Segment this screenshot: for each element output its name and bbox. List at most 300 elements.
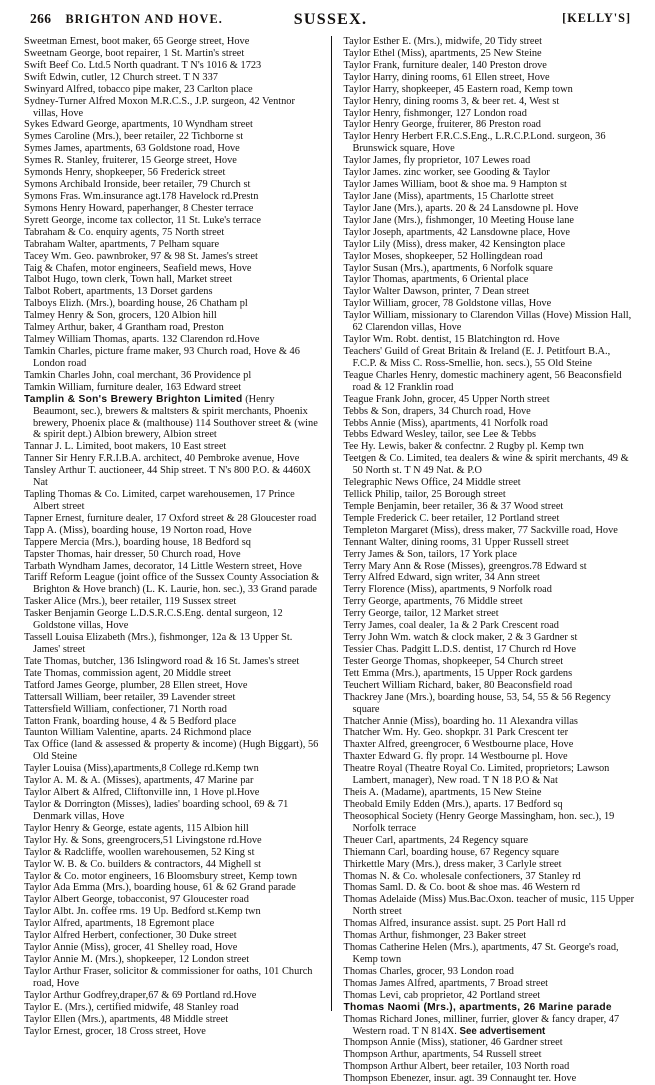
directory-entry <box>344 918 638 930</box>
directory-entry <box>24 739 321 763</box>
entry-text: Theosophical Society (Henry George Massingham, hon. sec.), 19 Norfolk terrace <box>343 810 615 834</box>
entry-text: Terry John Wm. watch & clock maker, 2 & 3 Gardner st <box>343 632 578 644</box>
directory-entry <box>344 763 638 787</box>
directory-entry <box>344 191 638 203</box>
directory-entry <box>344 418 638 430</box>
directory-entry <box>24 656 321 668</box>
entry-text: Tamkin Charles John, coal merchant, 36 Providence pl <box>24 369 252 381</box>
directory-entry <box>24 394 321 442</box>
directory-entry <box>24 203 321 215</box>
directory-entry <box>344 72 638 84</box>
directory-entry <box>24 155 321 167</box>
entry-text: Taylor James. zinc worker, see Gooding & Taylor <box>343 167 550 179</box>
entry-text: Thaxter Edward G. fly propr. 14 Westbourne pl. Hove <box>343 751 568 763</box>
directory-entry <box>344 251 638 263</box>
directory-entry <box>344 501 638 513</box>
directory-entry <box>344 680 638 692</box>
entry-text: Taylor Henry Herbert F.R.C.S.Eng., L.R.C.P.Lond. surgeon, 36 Brunswick square, Hove <box>343 131 606 155</box>
directory-entry <box>344 370 638 394</box>
entry-text: Temple Frederick C. beer retailer, 12 Portland street <box>343 512 560 524</box>
entry-text: Thomas Charles, grocer, 93 London road <box>343 965 514 977</box>
directory-entry <box>24 954 321 966</box>
entry-text: Taylor Ernest, grocer, 18 Cross street, Hove <box>24 1025 206 1037</box>
running-head-left-title: BRIGHTON AND HOVE. <box>65 12 223 26</box>
entry-text: Taylor & Dorrington (Misses), ladies' boarding school, 69 & 71 Denmark villas, Hove <box>24 799 289 822</box>
directory-entry <box>24 119 321 131</box>
directory-entry <box>24 274 321 286</box>
directory-entry <box>344 48 638 60</box>
directory-entry <box>24 549 321 561</box>
directory-entry <box>24 894 321 906</box>
directory-entry <box>24 847 321 859</box>
entry-text: Taylor & Radcliffe, woollen warehousemen, 52 King st <box>24 846 255 858</box>
entry-text: Taylor Annie (Miss), grocer, 41 Shelley road, Hove <box>24 942 238 954</box>
directory-entry <box>344 286 638 298</box>
directory-entry <box>344 263 638 275</box>
directory-entry <box>344 835 638 847</box>
entry-text: Teuchert William Richard, baker, 80 Beaconsfield road <box>343 679 573 691</box>
directory-entry <box>344 644 638 656</box>
entry-text: Taylor Alfred, apartments, 18 Egremont place <box>24 918 215 930</box>
directory-entry <box>344 1014 638 1038</box>
directory-entry <box>344 119 638 131</box>
directory-entry <box>344 620 638 632</box>
entry-bold-name: Tamplin & Son's Brewery Brighton Limited <box>24 393 243 405</box>
directory-entry <box>24 96 321 120</box>
entry-text: Tebbs Edward Wesley, tailor, see Lee & Tebbs <box>343 429 537 441</box>
directory-entry <box>344 1002 638 1014</box>
entry-text: Tasker Alice (Mrs.), beer retailer, 119 Sussex street <box>24 596 237 608</box>
directory-entry <box>344 36 638 48</box>
directory-entry <box>24 727 321 739</box>
entry-text: Thatcher Wm. Hy. Geo. shopkpr. 31 Park Crescent ter <box>343 727 569 739</box>
entry-text: Syrett George, income tax collector, 11 St. Luke's terrace <box>24 214 261 226</box>
directory-entry <box>24 1026 321 1038</box>
directory-entry <box>344 155 638 167</box>
directory-entry <box>24 871 321 883</box>
directory-entry <box>24 835 321 847</box>
directory-entry <box>344 966 638 978</box>
entry-text: Taylor Harry, shopkeeper, 45 Eastern road, Kemp town <box>343 83 573 95</box>
directory-entry <box>24 716 321 728</box>
entry-text: Thatcher Annie (Miss), boarding ho. 11 Alexandra villas <box>343 715 578 727</box>
entry-text: Thompson Annie (Miss), stationer, 46 Gardner street <box>343 1037 563 1049</box>
directory-entry <box>24 143 321 155</box>
directory-entry <box>24 596 321 608</box>
entry-text: Thomas Levi, cab proprietor, 42 Portland street <box>343 989 541 1001</box>
entry-text: Thomas Catherine Helen (Mrs.), apartments, 47 St. George's road, Kemp town <box>343 942 619 965</box>
directory-entry <box>344 692 638 716</box>
entry-text: Theis A. (Madame), apartments, 15 New Steine <box>343 787 542 799</box>
entry-text: Thomas Adelaide (Miss) Mus.Bac.Oxon. teacher of music, 115 Upper North street <box>343 894 635 918</box>
entry-text: Tattersall William, beer retailer, 39 Lavender street <box>24 691 236 703</box>
directory-entry <box>24 251 321 263</box>
directory-columns <box>24 36 637 1085</box>
directory-entry <box>344 871 638 883</box>
entry-text: Tayler Louisa (Miss),apartments,8 College rd.Kemp twn <box>24 763 259 775</box>
directory-entry <box>24 489 321 513</box>
entry-text: Theuer Carl, apartments, 24 Regency square <box>343 834 529 846</box>
entry-text: Sydney-Turner Alfred Moxon M.R.C.S., J.P. surgeon, 42 Ventnor villas, Hove <box>24 95 295 119</box>
directory-entry <box>344 584 638 596</box>
entry-text: Symes Caroline (Mrs.), beer retailer, 22 Tichborne st <box>24 131 244 143</box>
directory-entry <box>24 930 321 942</box>
entry-text: Thackrey Jane (Mrs.), boarding house, 53, 54, 55 & 56 Regency square <box>343 691 611 715</box>
entry-text: Tax Office (land & assessed & property & income) (Hugh Biggart), 56 Old Steine <box>24 739 319 763</box>
entry-text: Terry Alfred Edward, sign writer, 34 Ann street <box>343 572 540 584</box>
running-head-county: SUSSEX. <box>293 11 368 28</box>
directory-entry <box>344 334 638 346</box>
directory-entry <box>344 632 638 644</box>
entry-text: Talbot Hugo, town clerk, Town hall, Market street <box>24 274 233 286</box>
directory-entry <box>24 906 321 918</box>
directory-entry <box>344 298 638 310</box>
entry-text: Symons Henry Howard, paperhanger, 8 Chester terrace <box>24 202 254 214</box>
directory-entry <box>344 608 638 620</box>
directory-entry <box>344 179 638 191</box>
directory-entry <box>24 775 321 787</box>
bracket-close-glyph: ] <box>625 11 631 25</box>
directory-entry <box>24 990 321 1002</box>
entry-text: Tebbs & Son, drapers, 34 Church road, Hove <box>343 405 531 417</box>
directory-entry <box>24 823 321 835</box>
entry-text: Taylor Albt. Jn. coffee rms. 19 Up. Bedford st.Kemp twn <box>24 906 261 918</box>
entry-text: Taylor Jane (Mrs.), fishmonger, 10 Meeting House lane <box>343 214 575 226</box>
entry-text: Tate Thomas, commission agent, 20 Middle street <box>24 667 232 679</box>
entry-text: Tansley Arthur T. auctioneer, 44 Ship street. T N's 800 P.O. & 4460X Nat <box>24 465 312 489</box>
directory-entry <box>344 1073 638 1085</box>
entry-text: Taylor Jane (Miss), apartments, 15 Charlotte street <box>343 190 554 202</box>
directory-entry <box>24 298 321 310</box>
directory-entry <box>344 978 638 990</box>
directory-entry <box>344 990 638 1002</box>
directory-entry <box>344 513 638 525</box>
directory-entry <box>24 239 321 251</box>
directory-entry <box>24 346 321 370</box>
directory-entry <box>344 716 638 728</box>
entry-text: Tapster Thomas, hair dresser, 50 Church road, Hove <box>24 548 241 560</box>
directory-entry <box>344 525 638 537</box>
entry-text: Sweetnam George, boot repairer, 1 St. Martin's street <box>24 47 245 59</box>
entry-text: Taylor Moses, shopkeeper, 52 Hollingdean road <box>343 250 543 262</box>
entry-text: Swift Edwin, cutler, 12 Church street. T N 337 <box>24 71 218 83</box>
directory-entry <box>24 286 321 298</box>
entry-text: Tate Thomas, butcher, 136 Islingword road & 16 St. James's street <box>24 655 300 667</box>
entry-text: Tessier Chas. Padgitt L.D.S. dentist, 17 Church rd Hove <box>343 644 576 656</box>
directory-entry <box>344 751 638 763</box>
entry-text: Tatton Frank, boarding house, 4 & 5 Bedford place <box>24 715 237 727</box>
directory-entry <box>344 668 638 680</box>
directory-entry <box>24 131 321 143</box>
entry-text: Taylor Joseph, apartments, 42 Lansdowne place, Hove <box>343 226 571 238</box>
directory-entry <box>344 942 638 966</box>
directory-entry <box>24 680 321 692</box>
entry-text: Tester George Thomas, shopkeeper, 54 Church street <box>343 655 564 667</box>
directory-entry <box>344 561 638 573</box>
entry-text: Taylor Henry George, fruiterer, 86 Preston road <box>343 119 541 131</box>
directory-entry <box>24 215 321 227</box>
entry-text: Swift Beef Co. Ltd.5 North quadrant. T N's 1016 & 1723 <box>24 59 262 71</box>
publisher-name: KELLY'S <box>567 11 626 25</box>
entry-text: Thiemann Carl, boarding house, 67 Regency square <box>343 846 559 858</box>
entry-text: Taylor Annie M. (Mrs.), shopkeeper, 12 London street <box>24 953 250 965</box>
entry-text: Taylor Ada Emma (Mrs.), boarding house, 61 & 62 Grand parade <box>24 882 296 894</box>
page-number: 266 <box>30 11 52 26</box>
entry-text: Teague Frank John, grocer, 45 Upper North street <box>343 393 550 405</box>
entry-text: Taylor Alfred Herbert, confectioner, 30 Duke street <box>24 930 237 942</box>
directory-entry <box>344 108 638 120</box>
entry-text: Taunton William Valentine, aparts. 24 Richmond place <box>24 727 252 739</box>
directory-entry <box>24 608 321 632</box>
directory-entry <box>24 632 321 656</box>
directory-entry <box>24 167 321 179</box>
directory-entry <box>24 465 321 489</box>
entry-text: Telegraphic News Office, 24 Middle street <box>343 477 521 489</box>
directory-entry <box>24 537 321 549</box>
directory-entry <box>344 131 638 155</box>
directory-entry <box>344 60 638 72</box>
directory-entry <box>344 739 638 751</box>
entry-text: Taylor Ellen (Mrs.), apartments, 48 Middle street <box>24 1013 229 1025</box>
entry-text: Thompson Ebenezer, insur. agt. 39 Connaught ter. Hove <box>343 1073 577 1085</box>
entry-text: Thomas Alfred, insurance assist. supt. 25 Port Hall rd <box>343 918 566 930</box>
directory-entry <box>24 561 321 573</box>
entry-text: Symons Fras. Wm.insurance agt.178 Havelock rd.Prestn <box>24 190 259 202</box>
right-column <box>331 36 638 1085</box>
directory-entry <box>24 36 321 48</box>
directory-entry <box>344 489 638 501</box>
entry-text: Taylor Henry, fishmonger, 127 London road <box>343 107 527 119</box>
directory-entry <box>344 406 638 418</box>
directory-entry <box>24 513 321 525</box>
directory-entry <box>24 692 321 704</box>
entry-text: Taylor Susan (Mrs.), apartments, 6 Norfolk square <box>343 262 553 274</box>
entry-text: Thomas Saml. D. & Co. boot & shoe mas. 46 Western rd <box>343 882 581 894</box>
directory-entry <box>344 227 638 239</box>
entry-text: Taylor Frank, furniture dealer, 140 Preston drove <box>343 59 547 71</box>
directory-entry <box>24 1014 321 1026</box>
directory-entry <box>344 1049 638 1061</box>
entry-text: Thomas Arthur, fishmonger, 23 Baker street <box>343 930 527 942</box>
entry-text: Taylor & Co. motor engineers, 16 Bloomsbury street, Kemp town <box>24 870 298 882</box>
directory-entry <box>344 310 638 334</box>
entry-text: Taylor Thomas, apartments, 6 Oriental place <box>343 274 529 286</box>
entry-text: Tassell Louisa Elizabeth (Mrs.), fishmonger, 12a & 13 Upper St. James' street <box>24 632 293 656</box>
entry-text: Swinyard Alfred, tobacco pipe maker, 23 Carlton place <box>24 83 253 95</box>
entry-text: Tappere Mercia (Mrs.), boarding house, 18 Bedford sq <box>24 536 251 548</box>
directory-entry <box>344 167 638 179</box>
directory-entry <box>24 572 321 596</box>
entry-text: Talmey Arthur, baker, 4 Grantham road, Preston <box>24 322 224 334</box>
directory-entry <box>344 453 638 477</box>
entry-text: Tarbath Wyndham James, decorator, 14 Little Western street, Hove <box>24 560 302 572</box>
directory-entry <box>344 811 638 835</box>
directory-entry <box>344 203 638 215</box>
directory-entry <box>24 787 321 799</box>
directory-entry <box>344 429 638 441</box>
entry-text: Symes James, apartments, 63 Goldstone road, Hove <box>24 143 240 155</box>
entry-text: Tasker Benjamin George L.D.S.R.C.S.Eng. dental surgeon, 12 Goldstone villas, Hove <box>24 608 283 632</box>
entry-text: Terry Florence (Miss), apartments, 9 Norfolk road <box>343 584 552 596</box>
entry-text: Tee Hy. Lewis, baker & confectnr. 2 Rugby pl. Kemp twn <box>343 441 584 453</box>
directory-entry <box>344 882 638 894</box>
entry-text: Taylor Henry & George, estate agents, 115 Albion hill <box>24 822 249 834</box>
entry-text: Thomas Richard Jones, milliner, furrier, glover & fancy draper, 47 Western road. T N 814X. <box>343 1013 620 1037</box>
directory-entry <box>344 537 638 549</box>
entry-text: Taylor Wm. Robt. dentist, 15 Blatchington rd. Hove <box>343 334 560 346</box>
entry-text: Taylor E. (Mrs.), certified midwife, 48 Stanley road <box>24 1001 239 1013</box>
entry-advertisement-note: See advertisement <box>459 1025 546 1037</box>
directory-entry <box>344 847 638 859</box>
entry-text: Tabraham & Co. enquiry agents, 75 North street <box>24 226 225 238</box>
directory-entry <box>24 263 321 275</box>
entry-text: Taylor W. B. & Co. builders & contractors, 44 Mighell st <box>24 858 262 870</box>
entry-text: Taylor Jane (Mrs.), aparts. 20 & 24 Lansdowne pl. Hove <box>343 202 579 214</box>
entry-text: Sweetman Ernest, boot maker, 65 George street, Hove <box>24 36 250 47</box>
directory-entry <box>24 179 321 191</box>
directory-entry <box>344 572 638 584</box>
entry-text: Taylor Henry, dining rooms 3, & beer ret. 4, West st <box>343 95 560 107</box>
directory-entry <box>24 1002 321 1014</box>
directory-entry <box>344 96 638 108</box>
directory-entry <box>344 274 638 286</box>
directory-entry <box>344 799 638 811</box>
entry-text: Talbot Robert, apartments, 13 Dorset gardens <box>24 286 213 298</box>
entry-text: Taylor Ethel (Miss), apartments, 25 New Steine <box>343 47 542 59</box>
entry-text: Tapling Thomas & Co. Limited, carpet warehousemen, 17 Prince Albert street <box>24 489 295 512</box>
directory-entry <box>344 596 638 608</box>
bracket-open-glyph: [ <box>562 11 568 25</box>
entry-text: Thompson Arthur, apartments, 54 Russell street <box>343 1049 542 1061</box>
directory-entry <box>344 1037 638 1049</box>
directory-entry <box>24 441 321 453</box>
entry-text: Tannar J. L. Limited, boot makers, 10 East street <box>24 441 227 453</box>
directory-entry <box>24 799 321 823</box>
directory-entry <box>24 525 321 537</box>
directory-entry <box>344 346 638 370</box>
entry-text: Taylor Esther E. (Mrs.), midwife, 20 Tidy street <box>343 36 542 47</box>
directory-entry <box>344 477 638 489</box>
entry-text: Talboys Elizh. (Mrs.), boarding house, 26 Chatham pl <box>24 298 248 310</box>
entry-text: Tapp A. (Miss), boarding house, 19 Norton road, Hove <box>24 524 252 536</box>
directory-entry <box>344 1061 638 1073</box>
entry-text: Templeton Margaret (Miss), dress maker, 77 Sackville road, Hove <box>343 524 618 536</box>
directory-entry <box>344 239 638 251</box>
entry-text: Taylor Arthur Godfrey,draper,67 & 69 Portland rd.Hove <box>24 989 257 1001</box>
entry-text: Taylor A. M. & A. (Misses), apartments, 47 Marine par <box>24 775 254 787</box>
directory-entry <box>24 704 321 716</box>
directory-entry <box>24 859 321 871</box>
directory-entry <box>24 48 321 60</box>
entry-text: Tebbs Annie (Miss), apartments, 41 Norfolk road <box>343 417 548 429</box>
entry-text: Teachers' Guild of Great Britain & Ireland (E. J. Petitfourt B.A., F.C.P. & Miss C. Ross-Smellie, hon. secs.), 55 Old Steine <box>343 345 611 369</box>
entry-text: Taylor Arthur Fraser, solicitor & commissioner for oaths, 101 Church road, Hove <box>24 965 313 989</box>
entry-text: Theatre Royal (Theatre Royal Co. Limited, proprietors; Lawson Lambert, manager), New road. T N 18 P.O & Nat <box>343 763 610 787</box>
directory-entry <box>24 84 321 96</box>
entry-continuation: (Henry Beaumont, sec.), brewers & maltsters & spirit merchants, Phoenix brewery, Phoenix place & (malthouse) 114 Southover street & (wine & spirit dept.) Albion brewery, Albion street <box>33 393 318 441</box>
entry-text: Taylor James, fly proprietor, 107 Lewes road <box>343 155 531 167</box>
left-column <box>24 36 331 1037</box>
entry-text: Symonds Henry, shopkeeper, 56 Frederick street <box>24 167 226 179</box>
entry-text: Tett Emma (Mrs.), apartments, 15 Upper Rock gardens <box>343 667 573 679</box>
directory-entry <box>24 966 321 990</box>
entry-text: Taig & Chafen, motor engineers, Seafield mews, Hove <box>24 262 252 274</box>
entry-text: Terry James & Son, tailors, 17 York place <box>343 548 517 560</box>
entry-text: Tamkin William, furniture dealer, 163 Edward street <box>24 381 242 393</box>
entry-text: Taylor Hy. & Sons, greengrocers,51 Livingstone rd.Hove <box>24 834 262 846</box>
entry-text: Taylor Lily (Miss), dress maker, 42 Kensington place <box>343 238 566 250</box>
directory-entry <box>344 549 638 561</box>
entry-text: Taylor Albert George, tobacconist, 97 Gloucester road <box>24 894 249 906</box>
entry-text: Taylor Walter Dawson, printer, 7 Dean street <box>343 286 530 298</box>
directory-entry <box>24 191 321 203</box>
entry-text: Terry George, apartments, 76 Middle street <box>343 596 523 608</box>
directory-entry <box>24 453 321 465</box>
entry-text: Talmey William Thomas, aparts. 132 Clarendon rd.Hove <box>24 334 260 346</box>
entry-text: Tabraham Walter, apartments, 7 Pelham square <box>24 238 220 250</box>
directory-entry <box>24 668 321 680</box>
entry-text: Thomas N. & Co. wholesale confectioners, 37 Stanley rd <box>343 870 581 882</box>
entry-text: Tellick Philip, tailor, 25 Borough street <box>343 489 506 501</box>
directory-entry <box>344 787 638 799</box>
running-head <box>24 11 637 32</box>
directory-entry <box>344 894 638 918</box>
directory-entry <box>24 882 321 894</box>
entry-text: Tamkin Charles, picture frame maker, 93 Church road, Hove & 46 London road <box>24 345 300 369</box>
entry-text: Thirkettle Mary (Mrs.), dress maker, 3 Carlyle street <box>343 858 562 870</box>
entry-text: Symes R. Stanley, fruiterer, 15 George street, Hove <box>24 155 237 167</box>
entry-text: Tariff Reform League (joint office of the Sussex County Association & Brighton & Hove branch) (L. K. Laurie, hon. sec.), 33 Grand parade <box>24 572 320 596</box>
running-head-publisher <box>562 11 631 26</box>
directory-entry <box>24 763 321 775</box>
entry-text: Theobald Emily Edden (Mrs.), aparts. 17 Bedford sq <box>343 799 563 810</box>
directory-entry <box>344 215 638 227</box>
directory-entry <box>24 310 321 322</box>
entry-text: Tatford James George, plumber, 28 Ellen street, Hove <box>24 679 248 691</box>
directory-entry <box>24 227 321 239</box>
entry-text: Taylor Albert & Alfred, Cliftonville inn, 1 Hove pl.Hove <box>24 787 260 799</box>
entry-text: Tacey Wm. Geo. pawnbroker, 97 & 98 St. James's street <box>24 250 258 262</box>
directory-entry <box>344 930 638 942</box>
entry-text: Teetgen & Co. Limited, tea dealers & wine & spirit merchants, 49 & 50 North st. T N 49 Nat. & P.O <box>343 453 629 477</box>
entry-text: Temple Benjamin, beer retailer, 36 & 37 Wood street <box>343 500 564 512</box>
directory-entry <box>24 918 321 930</box>
entry-text: Sykes Edward George, apartments, 10 Wyndham street <box>24 119 253 131</box>
entry-text: Symons Archibald Ironside, beer retailer, 79 Church st <box>24 179 251 191</box>
entry-text: Tennant Walter, dining rooms, 31 Upper Russell street <box>343 536 569 548</box>
directory-entry <box>344 394 638 406</box>
entry-text: Taylor William, grocer, 78 Goldstone villas, Hove <box>343 298 552 310</box>
entry-text: Terry Mary Ann & Rose (Misses), greengros.78 Edward st <box>343 560 587 572</box>
entry-text: Thompson Arthur Albert, beer retailer, 103 North road <box>343 1061 570 1073</box>
directory-entry <box>24 370 321 382</box>
entry-text: Taylor James William, boot & shoe ma. 9 Hampton st <box>343 179 567 191</box>
entry-text: Tanner Sir Henry F.R.I.B.A. architect, 40 Pembroke avenue, Hove <box>24 453 300 465</box>
directory-entry <box>24 60 321 72</box>
entry-text: Thomas James Alfred, apartments, 7 Broad street <box>343 977 549 989</box>
entry-text: Terry James, coal dealer, 1a & 2 Park Crescent road <box>343 620 559 632</box>
entry-text: Talmey Henry & Son, grocers, 120 Albion hill <box>24 310 217 322</box>
entry-text: Teague Charles Henry, domestic machinery agent, 56 Beaconsfield road & 12 Franklin road <box>343 369 622 393</box>
directory-entry <box>344 441 638 453</box>
entry-text: Taylor Harry, dining rooms, 61 Ellen street, Hove <box>343 71 550 83</box>
directory-entry <box>344 656 638 668</box>
entry-text: Taylor William, missionary to Clarendon Villas (Hove) Mission Hall, 62 Clarendon villas, Hove <box>343 310 632 334</box>
directory-entry <box>344 727 638 739</box>
entry-text: Terry George, tailor, 12 Market street <box>343 608 499 620</box>
directory-entry <box>24 334 321 346</box>
directory-entry <box>24 72 321 84</box>
